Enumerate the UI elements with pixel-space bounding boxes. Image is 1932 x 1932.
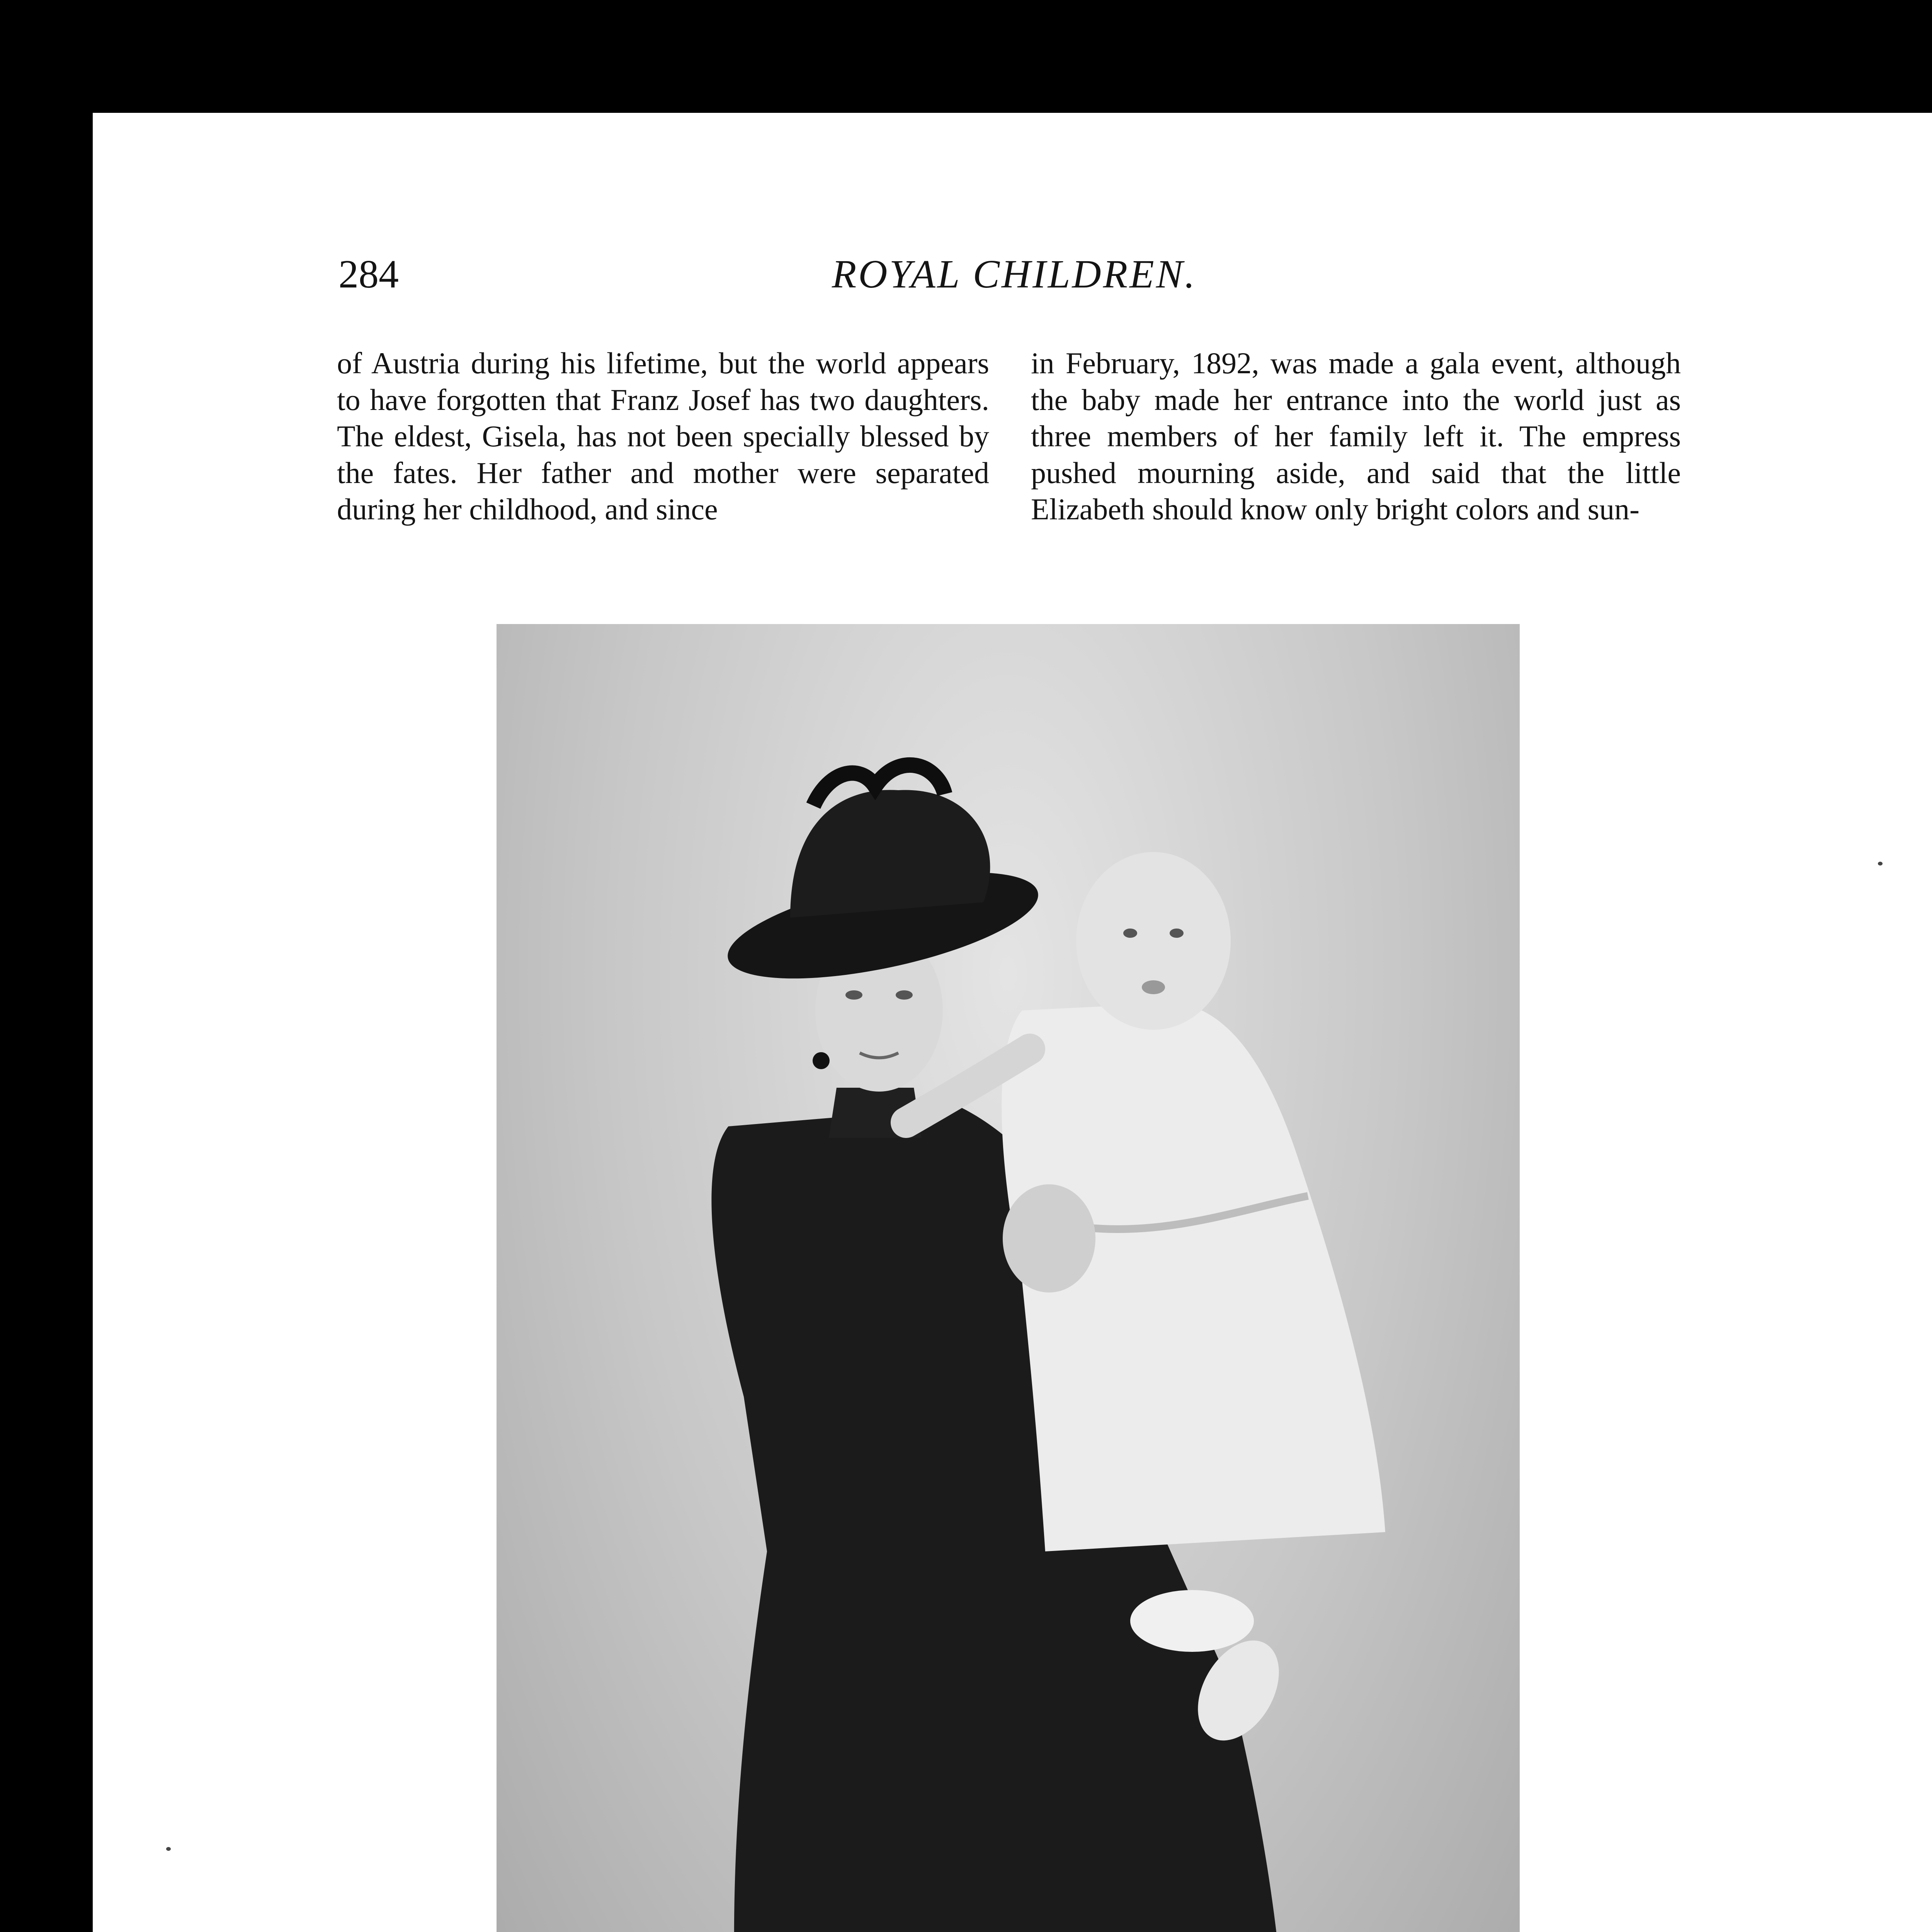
portrait-photograph: [497, 624, 1520, 1932]
paragraph: in February, 1892, was made a gala event, although the baby made her entrance into the world just as three members of her family left it. The empress pushed mourning aside, and said that the little Elizabeth should know only bright colors and sun-: [1031, 346, 1681, 526]
running-head: ROYAL CHILDREN.: [832, 252, 1197, 296]
column-top-left: [337, 345, 989, 528]
page-number: 284: [338, 252, 399, 296]
print-speck: [166, 1847, 171, 1851]
portrait-illustration: [497, 624, 1520, 1932]
paragraph: of Austria during his lifetime, but the world appears to have forgotten that Franz Josef has two daughters. The eldest, Gisela, has not been specially blessed by the fates. Her father and mother were separated during her childhood, and since: [337, 346, 989, 526]
print-speck: [1878, 862, 1883, 866]
column-top-right: [1031, 345, 1681, 528]
